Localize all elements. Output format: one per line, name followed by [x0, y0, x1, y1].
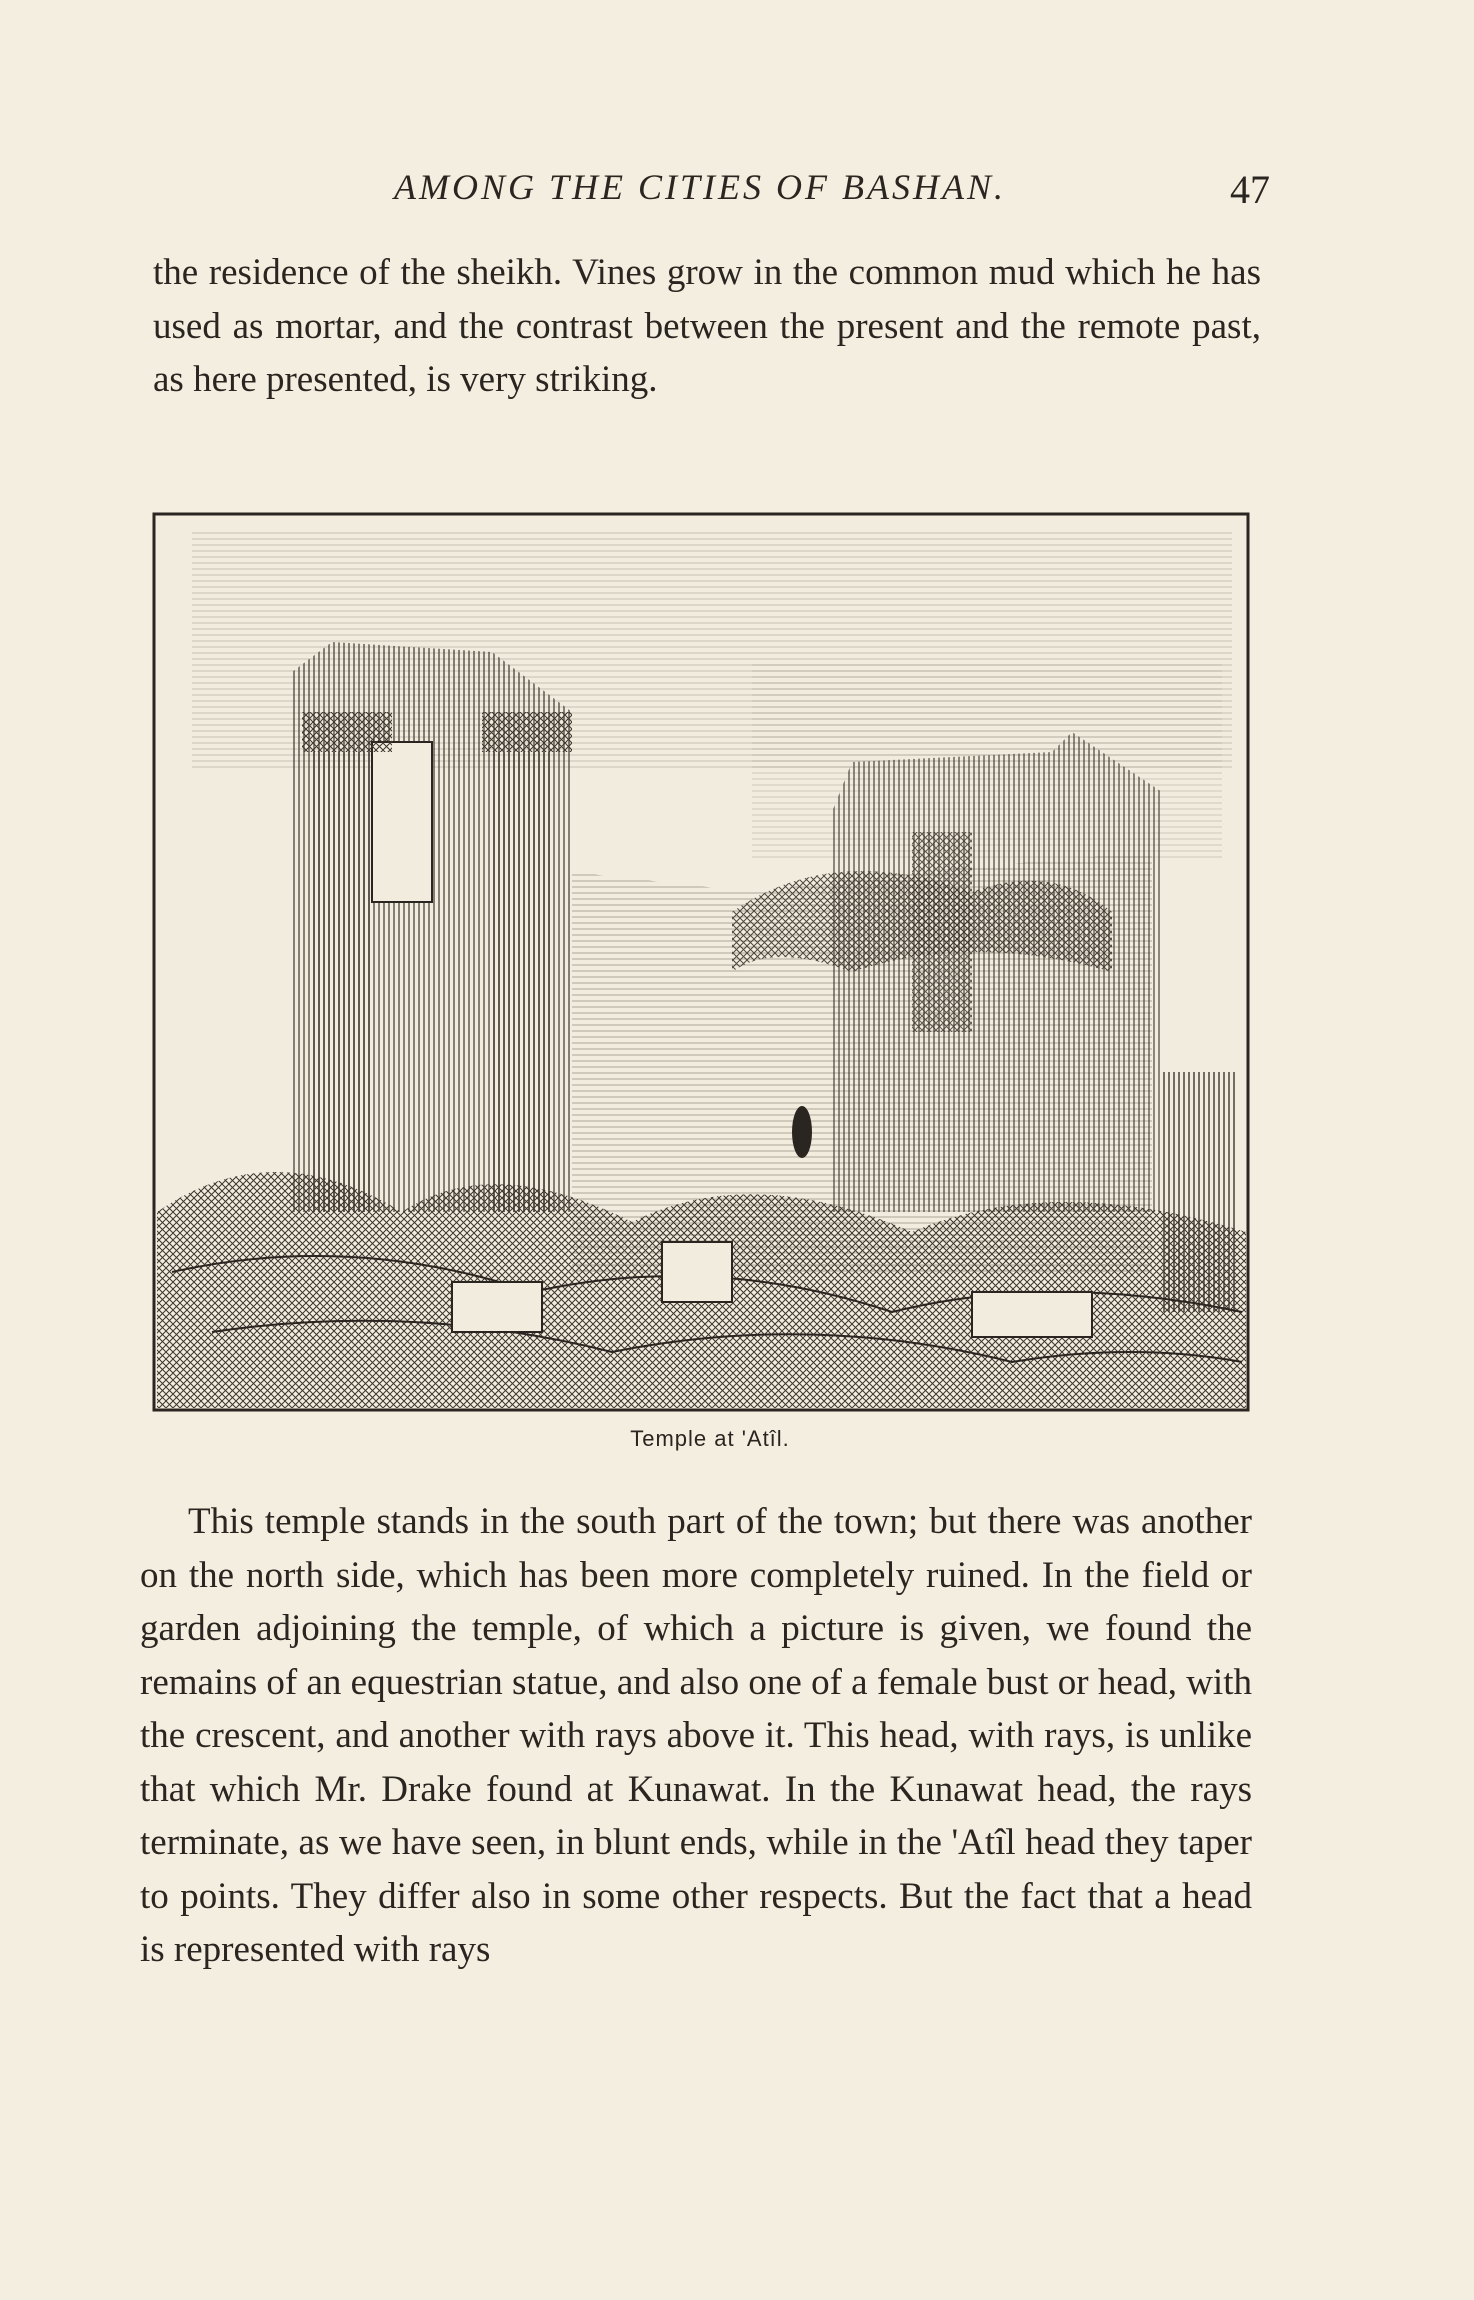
paragraph-top: the residence of the sheikh. Vines grow in the common mud which he has used as mortar, and the contrast between the present and the remote past, as here presented, is very striking. — [153, 252, 1261, 400]
paragraph-bottom: This temple stands in the south part of the town; but there was another on the north side, which has been more completely ruined. In the field or garden adjoining the temple, of which a picture is given, we found the remains of an equestrian statue, and also one of a female bust or head, with the crescent, and another with rays above it. This head, with rays, is unlike that which Mr. Drake found at Kunawat. In the Kunawat head, the rays terminate, as we have seen, in blunt ends, while in the 'Atîl head they taper to points. They differ also in some other respects. But the fact that a head is represented with rays — [140, 1501, 1252, 1970]
page-number: 47 — [1230, 167, 1270, 212]
temple-illustration — [152, 512, 1250, 1412]
running-title: AMONG THE CITIES OF BASHAN. — [394, 167, 1006, 207]
running-head — [150, 160, 1270, 220]
figure-caption: Temple at 'Atîl. — [630, 1426, 790, 1451]
